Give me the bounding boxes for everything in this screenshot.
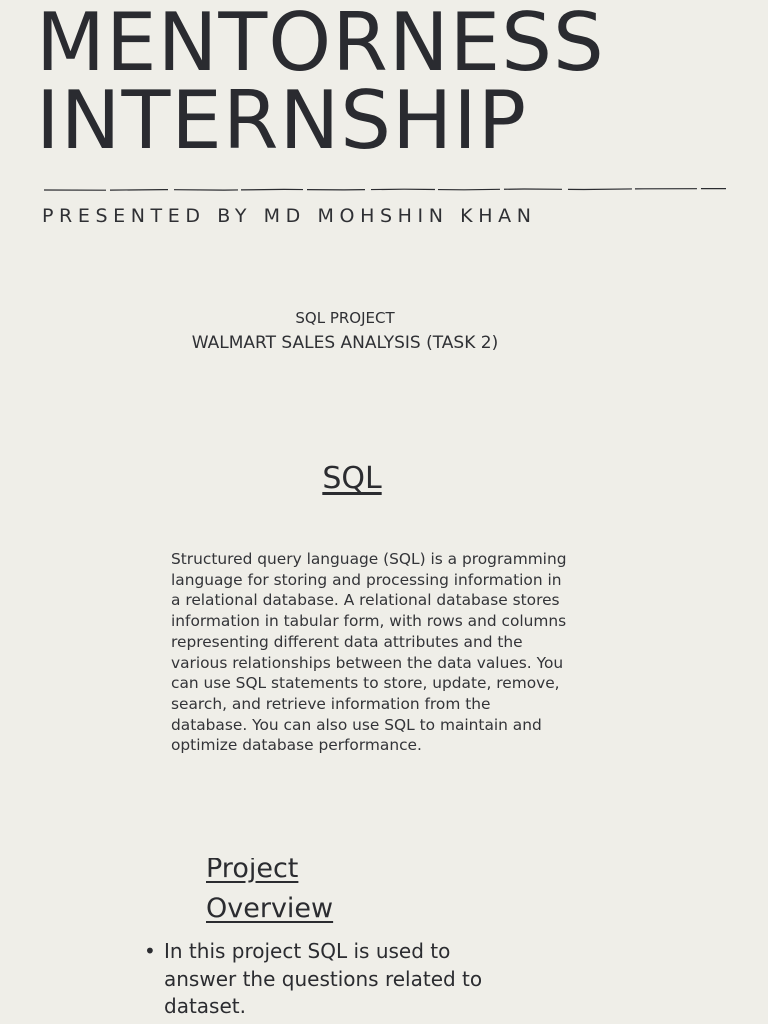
overview-heading-line-2: Overview — [206, 893, 334, 924]
sql-heading: SQL — [322, 461, 382, 496]
slide-title — [36, 0, 756, 167]
project-name: WALMART SALES ANALYSIS (TASK 2) — [191, 333, 499, 353]
overview-heading-line-1: Project — [206, 858, 299, 884]
title-line-2: INTERNSHIP — [36, 74, 528, 167]
overview-heading — [206, 858, 506, 929]
sql-description: Structured query language (SQL) is a programming language for storing and processing information in a relational database. A relational database stores information in tabular form, with rows and columns representing different data attributes and the various relationships between the data values. You can use SQL statements to store, update, remove, search, and retrieve information from the database. You can also use SQL to maintain and optimize database performance. — [171, 550, 567, 755]
bullet-text: In this project SQL is used to answer the questions related to dataset. — [164, 939, 483, 1018]
project-label: SQL PROJECT — [295, 309, 395, 327]
overview-heading-box — [206, 858, 506, 932]
title-line-1: MENTORNESS — [36, 0, 605, 89]
overview-bullet-list — [144, 938, 524, 1021]
bullet-icon: • — [144, 939, 156, 963]
presenter-line: PRESENTED BY MD MOHSHIN KHAN — [42, 205, 537, 227]
title-divider — [44, 186, 726, 192]
list-item — [144, 938, 524, 1021]
